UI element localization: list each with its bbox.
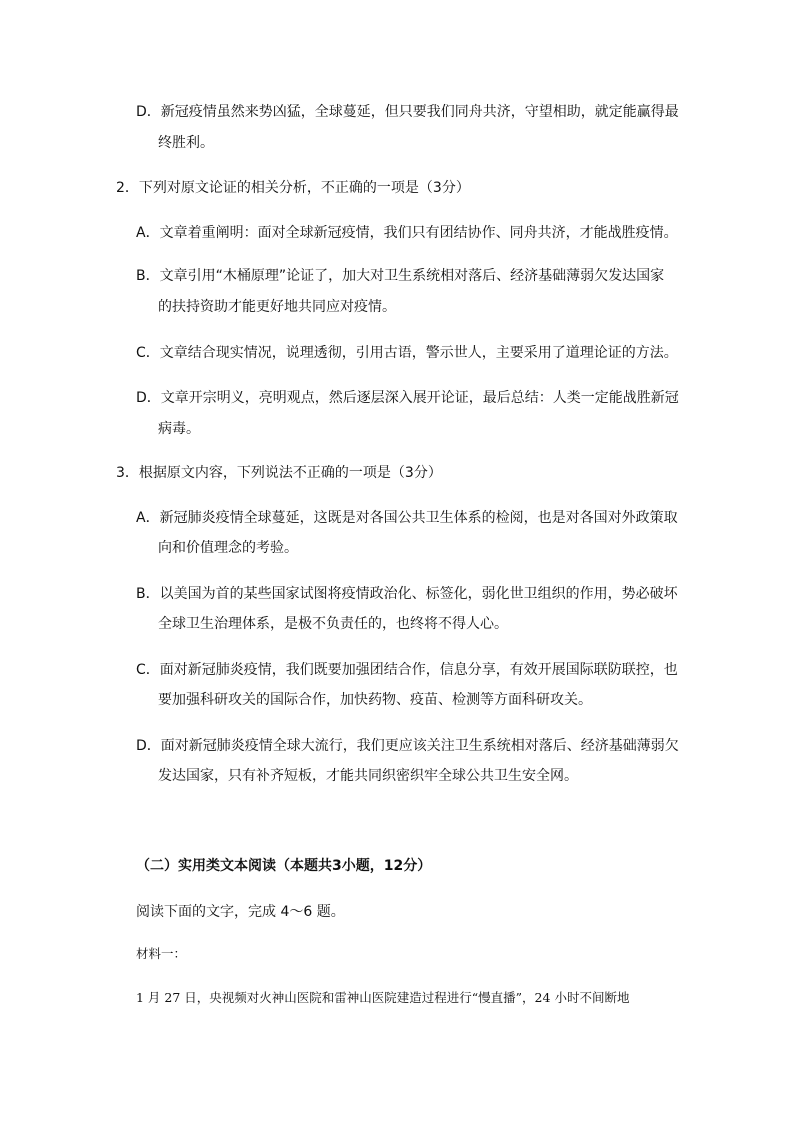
question-3-stem: 3．根据原文内容，下列说法不正确的一项是（3分） (116, 465, 442, 481)
question-2-option-b-line-1: B．文章引用“木桶原理”论证了，加大对卫生系统相对落后、经济基础薄弱欠发达国家 (136, 268, 665, 284)
question-2-stem: 2．下列对原文论证的相关分析，不正确的一项是（3分） (116, 180, 470, 196)
section-2-instruction: 阅读下面的文字，完成 4～6 题。 (136, 904, 345, 920)
question-2-option-b-line-2: 的扶持资助才能更好地共同应对疫情。 (158, 299, 396, 315)
question-2-option-d-line-2: 病毒。 (158, 421, 200, 437)
option-d-line-2: 终胜利。 (158, 135, 214, 151)
question-3-option-a-line-1: A．新冠肺炎疫情全球蔓延，这既是对各国公共卫生体系的检阅，也是对各国对外政策取 (136, 510, 678, 526)
question-3-option-b-line-2: 全球卫生治理体系，是极不负责任的，也终将不得人心。 (158, 616, 508, 632)
question-2-option-d-line-1: D．文章开宗明义，亮明观点，然后逐层深入展开论证，最后总结：人类一定能战胜新冠 (136, 390, 679, 406)
question-3-option-c-line-1: C．面对新冠肺炎疫情，我们既要加强团结合作，信息分享，有效开展国际联防联控，也 (136, 662, 678, 678)
material-line-1: 1 月 27 日，央视频对火神山医院和雷神山医院建造过程进行“慢直播”，24 小时不间断地 (136, 990, 630, 1005)
question-3-option-a-line-2: 向和价值理念的考验。 (158, 540, 298, 556)
option-d-line-1: D．新冠疫情虽然来势凶猛，全球蔓延，但只要我们同舟共济，守望相助，就定能赢得最 (136, 104, 679, 120)
question-2-option-c: C．文章结合现实情况，说理透彻，引用古语，警示世人，主要采用了道理论证的方法。 (136, 345, 678, 361)
question-3-option-c-line-2: 要加强科研攻关的国际合作，加快药物、疫苗、检测等方面科研攻关。 (158, 692, 592, 708)
question-2-option-a: A．文章着重阐明：面对全球新冠疫情，我们只有团结协作、同舟共济，才能战胜疫情。 (136, 225, 678, 241)
question-3-option-d-line-2: 发达国家，只有补齐短板，才能共同织密织牢全球公共卫生安全网。 (158, 768, 578, 784)
material-label: 材料一： (136, 946, 187, 961)
question-3-option-d-line-1: D．面对新冠肺炎疫情全球大流行，我们更应该关注卫生系统相对落后、经济基础薄弱欠 (136, 738, 679, 754)
question-3-option-b-line-1: B．以美国为首的某些国家试图将疫情政治化、标签化，弱化世卫组织的作用，势必破坏 (136, 586, 678, 602)
section-2-heading: （二）实用类文本阅读（本题共3小题，12分） (136, 858, 432, 874)
